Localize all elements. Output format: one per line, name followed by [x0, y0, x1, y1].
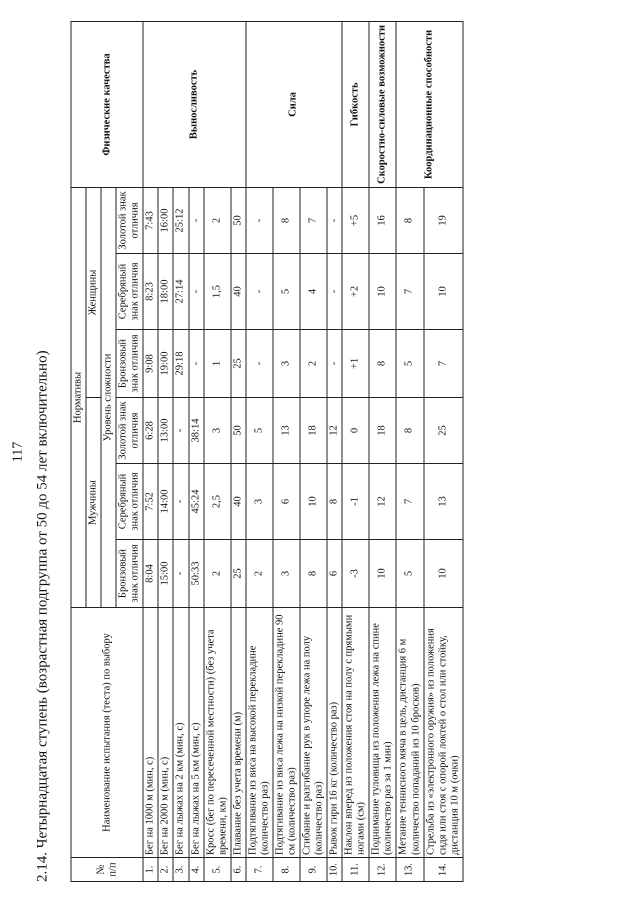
men-norm-value: 10 [424, 540, 463, 608]
physical-quality: Сила [246, 21, 342, 187]
men-norm-value: 5 [396, 540, 423, 608]
test-name: Подтягивание из виса на высокой перекладине (количество раз) [246, 608, 273, 858]
women-norm-value: - [327, 330, 342, 398]
men-norm-value: 8 [396, 398, 423, 464]
table-row [396, 21, 423, 881]
women-norm-value: 2 [300, 330, 327, 398]
women-norm-value: 25 [231, 330, 246, 398]
row-number: 10. [327, 858, 342, 882]
row-number: 4. [189, 858, 204, 882]
women-norm-value: 7 [424, 330, 463, 398]
men-norm-value: 13 [273, 398, 300, 464]
women-norm-value: 10 [369, 254, 396, 330]
norms-table [71, 21, 464, 882]
row-number: 7. [246, 858, 273, 882]
rotated-page [10, 22, 608, 882]
women-norm-value: - [246, 254, 273, 330]
women-norm-value: 2 [204, 187, 231, 253]
men-norm-value: -1 [342, 464, 369, 540]
men-norm-value: 8 [300, 540, 327, 608]
row-number: 8. [273, 858, 300, 882]
table-row [342, 21, 369, 881]
women-norm-value: 8 [396, 187, 423, 253]
men-norm-value: 6:28 [143, 398, 158, 464]
table-row [143, 21, 158, 881]
row-number: 14. [424, 858, 463, 882]
row-number: 9. [300, 858, 327, 882]
women-norm-value: 1 [204, 330, 231, 398]
header-women-gold: Золотой знак отличия [116, 187, 143, 253]
test-name: Рывок гири 16 кг (количество раз) [327, 608, 342, 858]
men-norm-value: 2 [246, 540, 273, 608]
women-norm-value: 29:18 [173, 330, 188, 398]
women-norm-value: +5 [342, 187, 369, 253]
women-norm-value: 4 [300, 254, 327, 330]
women-norm-value: 5 [396, 330, 423, 398]
men-norm-value: 2,5 [204, 464, 231, 540]
men-norm-value: 0 [342, 398, 369, 464]
women-norm-value: 10 [424, 254, 463, 330]
header-norms: Нормативы [71, 187, 86, 607]
women-norm-value: 9:08 [143, 330, 158, 398]
physical-quality: Скоростно-силовые возможности [369, 21, 396, 187]
men-norm-value: 38:14 [189, 398, 204, 464]
test-name: Бег на 2000 м (мин, с) [158, 608, 173, 858]
header-men-bronze: Бронзовый знак отличия [116, 540, 143, 608]
men-norm-value: 50 [231, 398, 246, 464]
test-name: Метание теннисного мяча в цель, дистанция 6 м (количество попаданий из 10 бросков) [396, 608, 423, 858]
header-test-name: Наименование испытания (теста) по выбору [71, 608, 143, 858]
test-name: Бег на лыжах на 2 км (мин, с) [173, 608, 188, 858]
header-men: Мужчины [86, 398, 101, 608]
women-norm-value: 50 [231, 187, 246, 253]
women-norm-value: 25:12 [173, 187, 188, 253]
men-norm-value: 12 [327, 398, 342, 464]
men-norm-value: 25 [424, 398, 463, 464]
men-norm-value: 18 [369, 398, 396, 464]
women-norm-value: 7:43 [143, 187, 158, 253]
header-women-bronze: Бронзовый знак отличия [116, 330, 143, 398]
men-norm-value: 40 [231, 464, 246, 540]
women-norm-value: - [189, 330, 204, 398]
page-number: 117 [10, 441, 26, 463]
test-name: Бег на лыжах на 5 км (мин, с) [189, 608, 204, 858]
men-norm-value: 50:33 [189, 540, 204, 608]
table-caption: 2.14. Четырнадцатая ступень (возрастная подгруппа от 50 до 54 лет включительно) [34, 350, 51, 882]
women-norm-value: 16:00 [158, 187, 173, 253]
women-norm-value: 19:00 [158, 330, 173, 398]
men-norm-value: 3 [204, 398, 231, 464]
physical-quality: Координационные способности [396, 21, 462, 187]
women-norm-value: - [327, 187, 342, 253]
women-norm-value: 8 [369, 330, 396, 398]
men-norm-value: 13 [424, 464, 463, 540]
table-row [369, 21, 396, 881]
women-norm-value: 7 [396, 254, 423, 330]
women-norm-value: 5 [273, 254, 300, 330]
row-number: 12. [369, 858, 396, 882]
men-norm-value: 10 [300, 464, 327, 540]
row-number: 1. [143, 858, 158, 882]
test-name: Бег на 1000 м (мин, с) [143, 608, 158, 858]
women-norm-value: - [189, 187, 204, 253]
header-men-silver: Серебряный знак отличия [116, 464, 143, 540]
row-number: 11. [342, 858, 369, 882]
men-norm-value: 45:24 [189, 464, 204, 540]
test-name: Кросс (бег по пересеченной местности) (без учета времени, км) [204, 608, 231, 858]
men-norm-value: 5 [246, 398, 273, 464]
header-women: Женщины [86, 187, 101, 397]
test-name: Подтягивание из виса лежа на низкой перекладине 90 см (количество раз) [273, 608, 300, 858]
women-norm-value: +2 [342, 254, 369, 330]
men-norm-value: 3 [273, 540, 300, 608]
test-name: Стрельба из «электронного оружия» из положения сидя или стоя с опорой локтей о стол или стойку, дистанция 10 м (очки) [424, 608, 463, 858]
men-norm-value: - [173, 464, 188, 540]
men-norm-value: 18 [300, 398, 327, 464]
header-level: Уровень сложности [101, 187, 116, 607]
men-norm-value: - [173, 398, 188, 464]
women-norm-value: 40 [231, 254, 246, 330]
test-name: Поднимание туловища из положения лежа на спине (количество раз за 1 мин) [369, 608, 396, 858]
test-name: Плавание без учета времени (м) [231, 608, 246, 858]
header-num: № п/п [71, 858, 143, 882]
women-norm-value: 8:23 [143, 254, 158, 330]
men-norm-value: 6 [327, 540, 342, 608]
women-norm-value: 3 [273, 330, 300, 398]
women-norm-value: 18:00 [158, 254, 173, 330]
row-number: 2. [158, 858, 173, 882]
test-name: Сгибание и разгибание рук в упоре лежа на полу (количество раз) [300, 608, 327, 858]
men-norm-value: 12 [369, 464, 396, 540]
header-women-silver: Серебряный знак отличия [116, 254, 143, 330]
men-norm-value: 14:00 [158, 464, 173, 540]
women-norm-value: - [189, 254, 204, 330]
men-norm-value: 6 [273, 464, 300, 540]
women-norm-value: 8 [273, 187, 300, 253]
row-number: 6. [231, 858, 246, 882]
men-norm-value: - [173, 540, 188, 608]
physical-quality: Выносливость [143, 21, 245, 187]
men-norm-value: -3 [342, 540, 369, 608]
women-norm-value: 7 [300, 187, 327, 253]
women-norm-value: - [246, 330, 273, 398]
women-norm-value: 19 [424, 187, 463, 253]
physical-quality: Гибкость [342, 21, 369, 187]
men-norm-value: 25 [231, 540, 246, 608]
men-norm-value: 13:00 [158, 398, 173, 464]
men-norm-value: 3 [246, 464, 273, 540]
men-norm-value: 8:04 [143, 540, 158, 608]
row-number: 3. [173, 858, 188, 882]
header-quality: Физические качества [71, 21, 143, 187]
women-norm-value: 27:14 [173, 254, 188, 330]
men-norm-value: 10 [369, 540, 396, 608]
row-number: 13. [396, 858, 423, 882]
men-norm-value: 8 [327, 464, 342, 540]
header-men-gold: Золотой знак отличия [116, 398, 143, 464]
women-norm-value: - [246, 187, 273, 253]
women-norm-value: 1,5 [204, 254, 231, 330]
women-norm-value: 16 [369, 187, 396, 253]
women-norm-value: +1 [342, 330, 369, 398]
women-norm-value: - [327, 254, 342, 330]
men-norm-value: 7 [396, 464, 423, 540]
table-row [246, 21, 273, 881]
men-norm-value: 2 [204, 540, 231, 608]
row-number: 5. [204, 858, 231, 882]
men-norm-value: 15:00 [158, 540, 173, 608]
men-norm-value: 7:52 [143, 464, 158, 540]
test-name: Наклон вперед из положения стоя на полу с прямыми ногами (см) [342, 608, 369, 858]
